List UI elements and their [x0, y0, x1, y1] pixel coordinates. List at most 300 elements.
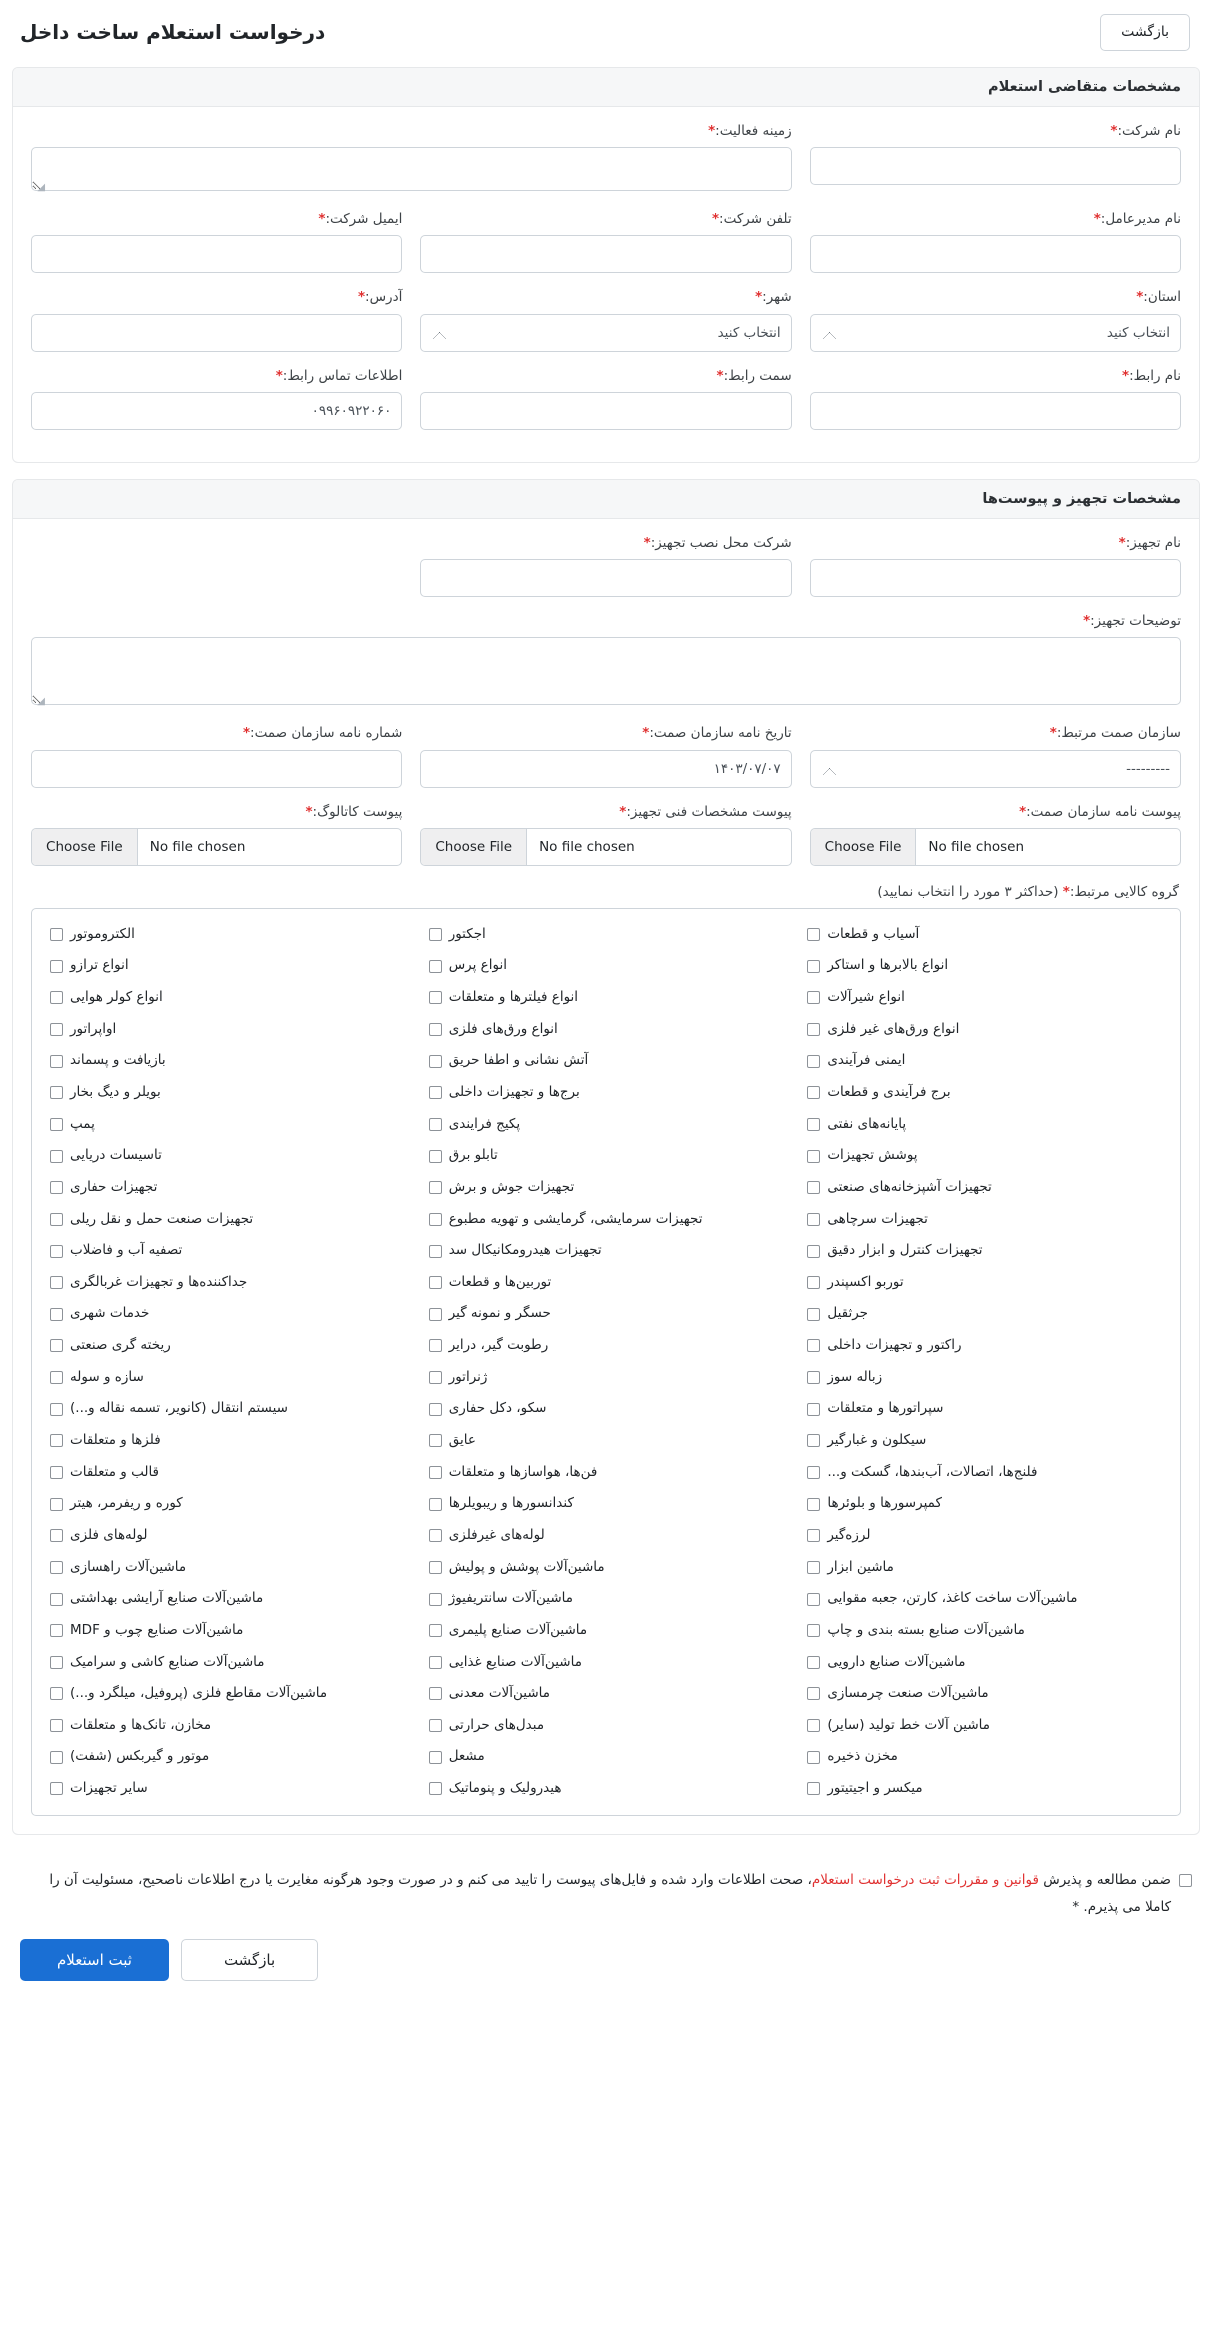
checkbox-icon[interactable] — [807, 1181, 820, 1194]
product-group-checkbox-item[interactable] — [795, 982, 1174, 1014]
choose-file-button[interactable]: Choose File — [32, 829, 138, 865]
checkbox-icon[interactable] — [807, 1687, 820, 1700]
checkbox-icon[interactable] — [429, 1624, 442, 1637]
product-group-item-label: عایق — [448, 1432, 476, 1449]
field-activity — [22, 121, 801, 209]
checkbox-icon[interactable] — [807, 1371, 820, 1384]
product-group-checkbox-item[interactable] — [417, 1488, 796, 1520]
product-group-checkbox-item[interactable] — [38, 982, 417, 1014]
product-group-item-label: ماشین‌آلات صنایع کاشی و سرامیک — [70, 1653, 265, 1670]
product-group-label-text: گروه کالایی مرتبط: — [1069, 883, 1179, 900]
checkbox-icon[interactable] — [50, 1593, 63, 1606]
product-group-item-label: انواع فیلترها و متعلقات — [448, 989, 579, 1006]
product-group-checkbox-item[interactable] — [417, 1077, 796, 1109]
product-group-checkbox-item[interactable] — [38, 1457, 417, 1489]
checkbox-icon[interactable] — [50, 928, 63, 941]
checkbox-icon[interactable] — [807, 1245, 820, 1258]
required-mark: * — [1093, 211, 1101, 228]
contact-position-input[interactable] — [420, 392, 791, 430]
province-label-text: استان: — [1143, 289, 1181, 306]
file-name-text: No file chosen — [149, 838, 246, 855]
product-group-item-label: سپراتورها و متعلقات — [827, 1400, 944, 1417]
ceo-name-input[interactable] — [810, 235, 1181, 273]
checkbox-icon[interactable] — [429, 1561, 442, 1574]
product-group-checkbox-item[interactable] — [795, 1678, 1174, 1710]
footer-buttons — [12, 1935, 1200, 1991]
attach-catalog-label — [31, 802, 402, 822]
checkbox-icon[interactable] — [807, 928, 820, 941]
product-group-checkbox-item[interactable] — [795, 1552, 1174, 1584]
checkbox-icon[interactable] — [50, 1245, 63, 1258]
product-group-item-label: زباله سوز — [827, 1368, 883, 1385]
checkbox-icon[interactable] — [807, 960, 820, 973]
product-group-checkbox-item[interactable] — [417, 1773, 796, 1805]
company-email-input[interactable] — [31, 235, 402, 273]
checkbox-icon[interactable] — [50, 960, 63, 973]
checkbox-icon[interactable] — [807, 1751, 820, 1764]
product-group-checkbox-item[interactable] — [417, 1647, 796, 1679]
checkbox-icon[interactable] — [807, 1339, 820, 1352]
product-group-item-label: الکتروموتور — [70, 925, 135, 942]
checkbox-icon[interactable] — [50, 1561, 63, 1574]
back-button-top[interactable]: بازگشت — [1100, 14, 1190, 51]
checkbox-icon[interactable] — [429, 1023, 442, 1036]
equipment-desc-textarea-wrap — [31, 637, 1181, 709]
checkbox-icon[interactable] — [429, 1308, 442, 1321]
checkbox-icon[interactable] — [50, 991, 63, 1004]
company-phone-label — [420, 209, 791, 229]
product-group-item-label: برج فرآیندی و قطعات — [827, 1084, 951, 1100]
related-org-label — [810, 723, 1181, 743]
city-label-text: شهر: — [762, 289, 792, 306]
company-email-label-text: ایمیل شرکت: — [325, 211, 403, 228]
equipment-name-label-text: نام تجهیز: — [1125, 534, 1181, 551]
applicant-row-3 — [22, 287, 1190, 365]
product-group-checkbox-item[interactable] — [795, 1647, 1174, 1679]
terms-checkbox[interactable] — [1179, 1874, 1192, 1887]
product-group-checkbox-item[interactable] — [38, 1140, 417, 1172]
install-company-input[interactable] — [420, 559, 791, 597]
product-group-item-label: آتش نشانی و اطفا حریق — [448, 1052, 589, 1069]
product-group-item-label: انواع بالابرها و استاکر — [827, 957, 949, 974]
equipment-name-label — [810, 533, 1181, 553]
attach-org-letter-file-input[interactable] — [810, 828, 1181, 866]
product-group-checkbox-item[interactable] — [795, 919, 1174, 951]
checkbox-icon[interactable] — [429, 1719, 442, 1732]
product-group-item-label: انواع ورق‌های فلزی — [448, 1020, 558, 1037]
activity-label-text: زمینه فعالیت: — [715, 122, 792, 139]
product-group-checkbox-item[interactable] — [417, 1235, 796, 1267]
product-group-item-label: سکو، دکل حفاری — [448, 1400, 547, 1417]
checkbox-icon[interactable] — [807, 1308, 820, 1321]
checkbox-icon[interactable] — [429, 1656, 442, 1669]
terms-text-after: ، صحت اطلاعات وارد شده و فایل‌های پیوست را تایید می کنم و در صورت وجود هرگونه مغایرت یا درج اطلاعات ناصحیح، مسئولیت آن را کاملا می پذیرم. * — [49, 1871, 1171, 1915]
address-label — [31, 287, 402, 307]
field-city — [411, 287, 800, 365]
letter-date-label — [420, 723, 791, 743]
back-button-bottom[interactable]: بازگشت — [181, 1939, 318, 1981]
product-group-checkbox-item[interactable] — [38, 1235, 417, 1267]
product-group-label — [33, 884, 1179, 900]
checkbox-icon[interactable] — [50, 1308, 63, 1321]
checkbox-icon[interactable] — [807, 1403, 820, 1416]
product-group-checkbox-item[interactable] — [38, 1045, 417, 1077]
product-group-column-2 — [417, 919, 796, 1805]
product-group-checkbox-item[interactable] — [38, 1741, 417, 1773]
product-group-checkbox-item[interactable] — [795, 1109, 1174, 1141]
checkbox-icon[interactable] — [429, 1055, 442, 1068]
product-group-checkbox-item[interactable] — [795, 1583, 1174, 1615]
product-group-item-label: خدمات شهری — [70, 1305, 150, 1322]
product-group-item-label: لرزه‌گیر — [827, 1526, 871, 1543]
checkbox-icon[interactable] — [807, 1593, 820, 1606]
product-group-checkbox-item[interactable] — [417, 1172, 796, 1204]
checkbox-icon[interactable] — [429, 1118, 442, 1131]
product-group-checkbox-item[interactable] — [38, 919, 417, 951]
product-group-checkbox-item[interactable] — [795, 1393, 1174, 1425]
letter-number-input[interactable] — [31, 750, 402, 788]
product-group-item-label: بازیافت و پسماند — [70, 1052, 166, 1069]
checkbox-icon[interactable] — [50, 1529, 63, 1542]
contact-name-label-text: نام رابط: — [1129, 367, 1181, 384]
product-group-item-label: انواع ورق‌های غیر فلزی — [827, 1020, 960, 1037]
product-group-checkbox-item[interactable] — [417, 1741, 796, 1773]
field-contact-name — [801, 366, 1190, 444]
checkbox-icon[interactable] — [50, 1086, 63, 1099]
checkbox-icon[interactable] — [50, 1213, 63, 1226]
product-group-checkbox-item[interactable] — [38, 1330, 417, 1362]
product-group-checkbox-item[interactable] — [417, 1045, 796, 1077]
product-group-item-label: سیکلون و غبارگیر — [827, 1432, 927, 1449]
product-group-checkbox-item[interactable] — [795, 1457, 1174, 1489]
product-group-item-label: کوره و ریفرمر، هیتر — [70, 1495, 183, 1512]
province-label — [810, 287, 1181, 307]
city-select[interactable] — [420, 314, 791, 352]
product-group-item-label: سیستم انتقال (کانویر، تسمه نقاله و...) — [70, 1400, 288, 1417]
product-group-checkbox-item[interactable] — [417, 1330, 796, 1362]
product-group-item-label: ماشین‌آلات صنایع غذایی — [448, 1653, 582, 1670]
equipment-row-3 — [22, 723, 1190, 801]
product-group-checkbox-item[interactable] — [417, 1457, 796, 1489]
required-mark: * — [1049, 725, 1057, 742]
applicant-row-4 — [22, 366, 1190, 444]
required-mark: * — [642, 725, 650, 742]
product-group-item-label: تجهیزات صنعت حمل و نقل ریلی — [70, 1210, 254, 1227]
attach-tech-spec-label-text: پیوست مشخصات فنی تجهیز: — [626, 803, 792, 820]
product-group-item-label: تجهیزات سرمایشی، گرمایشی و تهویه مطبوع — [448, 1210, 703, 1227]
product-group-item-label: تجهیزات کنترل و ابزار دقیق — [827, 1242, 983, 1259]
product-group-checkbox-item[interactable] — [38, 1615, 417, 1647]
product-group-checkbox-item[interactable] — [38, 1393, 417, 1425]
product-group-grid — [38, 919, 1174, 1805]
product-group-checkbox-item[interactable] — [38, 1678, 417, 1710]
contact-info-input[interactable] — [31, 392, 402, 430]
product-group-item-label: آسیاب و قطعات — [827, 925, 920, 942]
product-group-checkbox-item[interactable] — [417, 1014, 796, 1046]
checkbox-icon[interactable] — [50, 1751, 63, 1764]
required-mark: * — [1122, 367, 1130, 384]
product-group-checkbox-item[interactable] — [795, 1488, 1174, 1520]
product-group-checkbox-item[interactable] — [795, 1520, 1174, 1552]
checkbox-icon[interactable] — [807, 1656, 820, 1669]
checkbox-icon[interactable] — [807, 1498, 820, 1511]
field-equipment-name — [801, 533, 1190, 611]
product-group-checkbox-item[interactable] — [417, 1425, 796, 1457]
checkbox-icon[interactable] — [50, 1118, 63, 1131]
product-group-item-label: پکیج فرایندی — [448, 1115, 521, 1132]
product-group-item-label: سایر تجهیزات — [70, 1780, 148, 1797]
checkbox-icon[interactable] — [429, 960, 442, 973]
product-group-checkbox-item[interactable] — [417, 1710, 796, 1742]
choose-file-button[interactable]: Choose File — [421, 829, 527, 865]
checkbox-icon[interactable] — [429, 1276, 442, 1289]
product-group-checkbox-item[interactable] — [38, 1204, 417, 1236]
required-mark: * — [1110, 122, 1118, 139]
product-group-checkbox-item[interactable] — [417, 919, 796, 951]
product-group-item-label: فلنج‌ها، اتصالات، آب‌بندها، گسکت و... — [827, 1463, 1038, 1480]
related-org-select[interactable] — [810, 750, 1181, 788]
checkbox-icon[interactable] — [807, 1023, 820, 1036]
city-label — [420, 287, 791, 307]
product-group-checkbox-item[interactable] — [38, 1077, 417, 1109]
checkbox-icon[interactable] — [807, 1782, 820, 1795]
checkbox-icon[interactable] — [807, 1434, 820, 1447]
checkbox-icon[interactable] — [50, 1687, 63, 1700]
product-group-checkbox-item[interactable] — [417, 1520, 796, 1552]
checkbox-icon[interactable] — [807, 1213, 820, 1226]
terms-text-before: ضمن مطالعه و پذیرش — [1038, 1871, 1171, 1888]
product-group-checkbox-item[interactable] — [795, 1077, 1174, 1109]
product-group-checkbox-item[interactable] — [417, 1298, 796, 1330]
product-group-item-label: جداکننده‌ها و تجهیزات غربالگری — [70, 1273, 248, 1290]
checkbox-icon[interactable] — [50, 1656, 63, 1669]
page-header — [12, 0, 1200, 67]
province-select[interactable] — [810, 314, 1181, 352]
contact-info-label-text: اطلاعات تماس رابط: — [282, 367, 403, 384]
product-group-checkbox-item[interactable] — [38, 1552, 417, 1584]
product-group-checkbox-item[interactable] — [38, 1362, 417, 1394]
product-group-item-label: رطوبت گیر، درایر — [448, 1337, 549, 1354]
product-group-checkbox-item[interactable] — [38, 1647, 417, 1679]
checkbox-icon[interactable] — [807, 1276, 820, 1289]
field-address — [22, 287, 411, 365]
product-group-checkbox-item[interactable] — [38, 1172, 417, 1204]
checkbox-icon[interactable] — [429, 1339, 442, 1352]
product-group-checkbox-item[interactable] — [795, 950, 1174, 982]
field-contact-position — [411, 366, 800, 444]
product-group-checkbox-item[interactable] — [795, 1330, 1174, 1362]
product-group-checkbox-item[interactable] — [417, 1109, 796, 1141]
field-company-email — [22, 209, 411, 287]
checkbox-icon[interactable] — [429, 1466, 442, 1479]
product-group-item-label: موتور و گیربکس (شفت) — [70, 1748, 210, 1765]
checkbox-icon[interactable] — [50, 1055, 63, 1068]
checkbox-icon[interactable] — [429, 1434, 442, 1447]
checkbox-icon[interactable] — [429, 1751, 442, 1764]
product-group-item-label: فن‌ها، هواسازها و متعلقات — [448, 1463, 598, 1480]
product-group-checkbox-item[interactable] — [38, 1520, 417, 1552]
product-group-item-label: تجهیزات جوش و برش — [448, 1178, 575, 1195]
equipment-desc-textarea[interactable] — [31, 637, 1181, 708]
terms-row — [12, 1851, 1200, 1935]
product-group-checkbox-item[interactable] — [38, 1710, 417, 1742]
attach-tech-spec-label — [420, 802, 791, 822]
checkbox-icon[interactable] — [807, 1624, 820, 1637]
checkbox-icon[interactable] — [807, 1466, 820, 1479]
activity-textarea[interactable] — [31, 147, 792, 194]
checkbox-icon[interactable] — [429, 1687, 442, 1700]
checkbox-icon[interactable] — [50, 1782, 63, 1795]
product-group-checkbox-item[interactable] — [795, 1298, 1174, 1330]
product-group-checkbox-item[interactable] — [417, 1393, 796, 1425]
required-mark: * — [1136, 289, 1144, 306]
checkbox-icon[interactable] — [429, 1086, 442, 1099]
required-mark: * — [242, 725, 251, 742]
product-group-checkbox-item[interactable] — [795, 1140, 1174, 1172]
checkbox-icon[interactable] — [429, 1593, 442, 1606]
product-group-checkbox-item[interactable] — [417, 1678, 796, 1710]
checkbox-icon[interactable] — [50, 1276, 63, 1289]
checkbox-icon[interactable] — [50, 1371, 63, 1384]
product-group-checkbox-item[interactable] — [38, 1298, 417, 1330]
product-group-column-3 — [38, 919, 417, 1805]
product-group-checkbox-item[interactable] — [417, 1362, 796, 1394]
checkbox-icon[interactable] — [429, 991, 442, 1004]
checkbox-icon[interactable] — [50, 1339, 63, 1352]
product-group-checkbox-item[interactable] — [795, 1425, 1174, 1457]
product-group-checkbox-item[interactable] — [417, 1267, 796, 1299]
product-group-checkbox-item[interactable] — [795, 1710, 1174, 1742]
product-group-checkbox-item[interactable] — [417, 1583, 796, 1615]
checkbox-icon[interactable] — [429, 1498, 442, 1511]
attach-catalog-file-input[interactable] — [31, 828, 402, 866]
checkbox-icon[interactable] — [807, 1561, 820, 1574]
product-group-checkbox-item[interactable] — [795, 1172, 1174, 1204]
required-mark: * — [275, 367, 283, 384]
product-group-item-label: ماشین‌آلات راهسازی — [70, 1558, 187, 1575]
product-group-item-label: ماشین‌آلات صنایع چوب و MDF — [70, 1621, 244, 1638]
field-letter-number — [22, 723, 411, 801]
checkbox-icon[interactable] — [429, 1150, 442, 1163]
product-group-checkbox-item[interactable] — [795, 1014, 1174, 1046]
address-input[interactable] — [31, 314, 402, 352]
product-group-item-label: تاسیسات دریایی — [70, 1147, 162, 1164]
product-group-item-label: انواع ترازو — [70, 957, 129, 974]
checkbox-icon[interactable] — [429, 1782, 442, 1795]
checkbox-icon[interactable] — [50, 1023, 63, 1036]
company-name-input[interactable] — [810, 147, 1181, 185]
product-group-item-label: جرثقیل — [827, 1305, 869, 1322]
product-group-checkbox-item[interactable] — [38, 1583, 417, 1615]
checkbox-icon[interactable] — [50, 1466, 63, 1479]
product-group-checkbox-item[interactable] — [795, 1045, 1174, 1077]
field-province — [801, 287, 1190, 365]
checkbox-icon[interactable] — [50, 1434, 63, 1447]
field-equipment-desc — [22, 611, 1190, 723]
product-group-item-label: ماشین‌آلات معدنی — [448, 1685, 550, 1702]
company-email-label — [31, 209, 402, 229]
checkbox-icon[interactable] — [50, 1498, 63, 1511]
product-group-checkbox-item[interactable] — [38, 1109, 417, 1141]
product-group-item-label: ایمنی فرآیندی — [827, 1052, 906, 1069]
checkbox-icon[interactable] — [50, 1150, 63, 1163]
product-group-checkbox-item[interactable] — [795, 1615, 1174, 1647]
checkbox-icon[interactable] — [807, 1529, 820, 1542]
submit-inquiry-button[interactable]: ثبت استعلام — [20, 1939, 169, 1981]
product-group-checkbox-item[interactable] — [417, 1552, 796, 1584]
product-group-item-label: ماشین‌آلات صنعت چرمسازی — [827, 1685, 989, 1702]
checkbox-icon[interactable] — [429, 1529, 442, 1542]
product-group-item-label: مخازن، تانک‌ها و متعلقات — [70, 1716, 212, 1733]
letter-date-input[interactable] — [420, 750, 791, 788]
product-group-item-label: مشعل — [448, 1748, 485, 1765]
checkbox-icon[interactable] — [429, 1181, 442, 1194]
product-group-checkbox-item[interactable] — [417, 1140, 796, 1172]
company-phone-input[interactable] — [420, 235, 791, 273]
attach-tech-spec-file-input[interactable] — [420, 828, 791, 866]
product-group-checkbox-item[interactable] — [795, 1235, 1174, 1267]
product-group-checkbox-item[interactable] — [38, 1014, 417, 1046]
product-group-item-label: هیدرولیک و پنوماتیک — [448, 1780, 562, 1797]
checkbox-icon[interactable] — [50, 1624, 63, 1637]
checkbox-icon[interactable] — [429, 1213, 442, 1226]
required-mark: * — [711, 211, 720, 228]
product-group-item-label: تصفیه آب و فاضلاب — [70, 1242, 183, 1259]
checkbox-icon[interactable] — [807, 1719, 820, 1732]
choose-file-button[interactable]: Choose File — [811, 829, 917, 865]
checkbox-icon[interactable] — [807, 991, 820, 1004]
product-group-checkbox-item[interactable] — [795, 1773, 1174, 1805]
required-mark: * — [357, 289, 366, 306]
checkbox-icon[interactable] — [429, 1245, 442, 1258]
checkbox-icon[interactable] — [50, 1403, 63, 1416]
checkbox-icon[interactable] — [807, 1055, 820, 1068]
product-group-checkbox-item[interactable] — [38, 1488, 417, 1520]
checkbox-icon[interactable] — [429, 1403, 442, 1416]
checkbox-icon[interactable] — [807, 1118, 820, 1131]
product-group-checkbox-item[interactable] — [795, 1362, 1174, 1394]
product-group-item-label: تابلو برق — [448, 1147, 498, 1164]
checkbox-icon[interactable] — [807, 1086, 820, 1099]
product-group-checkbox-item[interactable] — [38, 1267, 417, 1299]
terms-link[interactable]: قوانین و مقررات ثبت درخواست استعلام — [811, 1871, 1039, 1888]
checkbox-icon[interactable] — [50, 1719, 63, 1732]
checkbox-icon[interactable] — [429, 1371, 442, 1384]
contact-name-label — [810, 366, 1181, 386]
product-group-item-label: ماشین‌آلات ساخت کاغذ، کارتن، جعبه مقوایی — [827, 1590, 1078, 1607]
required-mark: * — [755, 289, 763, 306]
product-group-checkbox-item[interactable] — [38, 950, 417, 982]
product-group-checkbox-item[interactable] — [795, 1267, 1174, 1299]
field-attach-org-letter — [801, 802, 1190, 880]
required-mark: * — [619, 803, 627, 820]
product-group-checkbox-item[interactable] — [795, 1741, 1174, 1773]
product-group-checkbox-item[interactable] — [795, 1204, 1174, 1236]
checkbox-icon[interactable] — [429, 928, 442, 941]
product-group-checkbox-item[interactable] — [417, 982, 796, 1014]
checkbox-icon[interactable] — [807, 1150, 820, 1163]
product-group-item-label: بویلر و دیگ بخار — [70, 1084, 161, 1100]
product-group-checkbox-item[interactable] — [417, 950, 796, 982]
product-group-checkbox-item[interactable] — [417, 1204, 796, 1236]
product-group-checkbox-item[interactable] — [38, 1425, 417, 1457]
equipment-name-input[interactable] — [810, 559, 1181, 597]
checkbox-icon[interactable] — [50, 1181, 63, 1194]
product-group-checkbox-item[interactable] — [417, 1615, 796, 1647]
product-group-item-label: پایانه‌های نفتی — [827, 1115, 907, 1132]
contact-name-input[interactable] — [810, 392, 1181, 430]
product-group-checkbox-item[interactable] — [38, 1773, 417, 1805]
